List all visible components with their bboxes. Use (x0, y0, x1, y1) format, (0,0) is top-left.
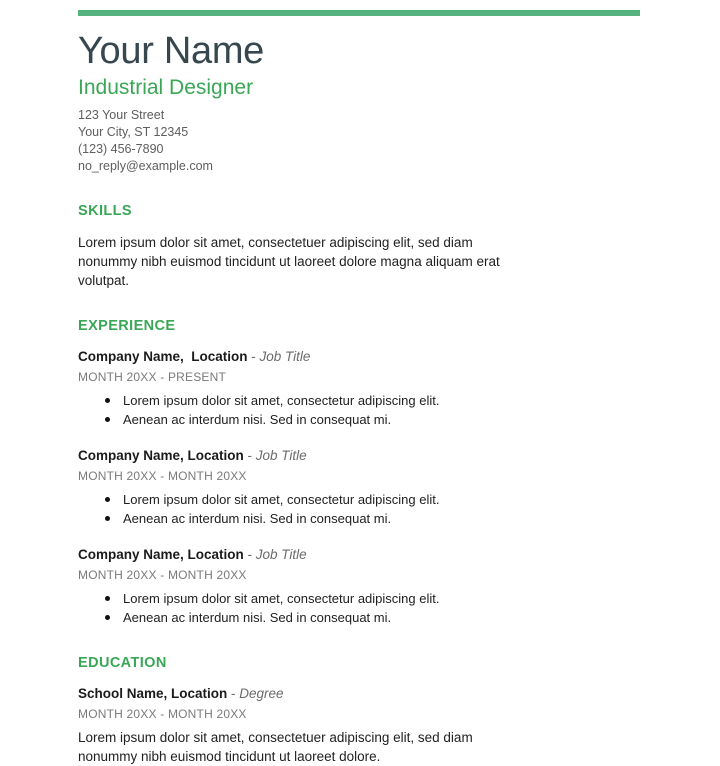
experience-organization: Company Name, Location (78, 348, 248, 364)
education-degree: Degree (239, 685, 284, 701)
experience-date-range: MONTH 20XX - PRESENT (78, 369, 227, 384)
education-heading: EDUCATION (78, 654, 167, 671)
experience-entry-title (78, 447, 648, 465)
experience-bullet (78, 608, 648, 627)
education-school: School Name, Location (78, 685, 228, 701)
experience-bullet-list (78, 589, 648, 627)
education-paragraph: Lorem ipsum dolor sit amet, consectetuer adipiscing elit, sed diam nonummy nibh euismod tincidunt ut laoreet dolore. (78, 729, 473, 764)
education-entry-title (78, 685, 648, 703)
bullet-dot-icon (105, 596, 110, 601)
experience-date-range: MONTH 20XX - MONTH 20XX (78, 468, 247, 483)
bullet-dot-icon (105, 398, 110, 403)
experience-bullet-list (78, 391, 648, 429)
bullet-dot-icon (105, 497, 110, 502)
experience-bullet-text: Aenean ac interdum nisi. Sed in consequat mi. (123, 411, 392, 427)
experience-organization: Company Name, Location (78, 447, 244, 463)
resume-header (78, 30, 648, 175)
applicant-name: Your Name (78, 30, 265, 72)
experience-bullet-text: Lorem ipsum dolor sit amet, consectetur adipiscing elit. (123, 590, 440, 606)
education-entry (78, 685, 648, 766)
experience-heading: EXPERIENCE (78, 317, 176, 334)
experience-title-separator: - (243, 546, 256, 562)
experience-entry (78, 546, 648, 627)
experience-bullet (78, 410, 648, 429)
experience-bullet (78, 391, 648, 410)
experience-entry (78, 348, 648, 429)
experience-bullet (78, 490, 648, 509)
experience-bullet (78, 589, 648, 608)
skills-section (78, 203, 648, 290)
contact-city-state-zip: Your City, ST 12345 (78, 124, 189, 139)
experience-job-title: Job Title (255, 447, 307, 463)
experience-job-title: Job Title (259, 348, 311, 364)
experience-bullet-list (78, 490, 648, 528)
experience-bullet-text: Aenean ac interdum nisi. Sed in consequat mi. (123, 609, 392, 625)
experience-bullet-text: Lorem ipsum dolor sit amet, consectetur adipiscing elit. (123, 392, 440, 408)
experience-bullet (78, 509, 648, 528)
experience-title-separator: - (247, 348, 260, 364)
skills-heading: SKILLS (78, 202, 132, 219)
contact-info-list (78, 107, 648, 175)
education-title-separator: - (227, 685, 240, 701)
header-accent-bar (78, 10, 640, 16)
contact-street: 123 Your Street (78, 107, 165, 122)
experience-entry-title (78, 348, 648, 366)
contact-phone: (123) 456-7890 (78, 141, 164, 156)
experience-bullet-text: Aenean ac interdum nisi. Sed in consequat mi. (123, 510, 392, 526)
experience-section (78, 318, 648, 627)
contact-email: no_reply@example.com (78, 158, 213, 173)
experience-organization: Company Name, Location (78, 546, 244, 562)
resume-content (78, 30, 648, 766)
experience-entry-title (78, 546, 648, 564)
experience-bullet-text: Lorem ipsum dolor sit amet, consectetur adipiscing elit. (123, 491, 440, 507)
experience-date-range: MONTH 20XX - MONTH 20XX (78, 567, 247, 582)
skills-paragraph: Lorem ipsum dolor sit amet, consectetuer adipiscing elit, sed diam nonummy nibh euismod tincidunt ut laoreet dolore magna aliquam erat volutpat. (78, 234, 500, 288)
education-section (78, 655, 648, 766)
bullet-dot-icon (105, 417, 110, 422)
experience-entry (78, 447, 648, 528)
bullet-dot-icon (105, 615, 110, 620)
education-date-range: MONTH 20XX - MONTH 20XX (78, 706, 247, 721)
bullet-dot-icon (105, 516, 110, 521)
experience-title-separator: - (243, 447, 256, 463)
applicant-job-role: Industrial Designer (78, 75, 254, 99)
experience-job-title: Job Title (255, 546, 307, 562)
